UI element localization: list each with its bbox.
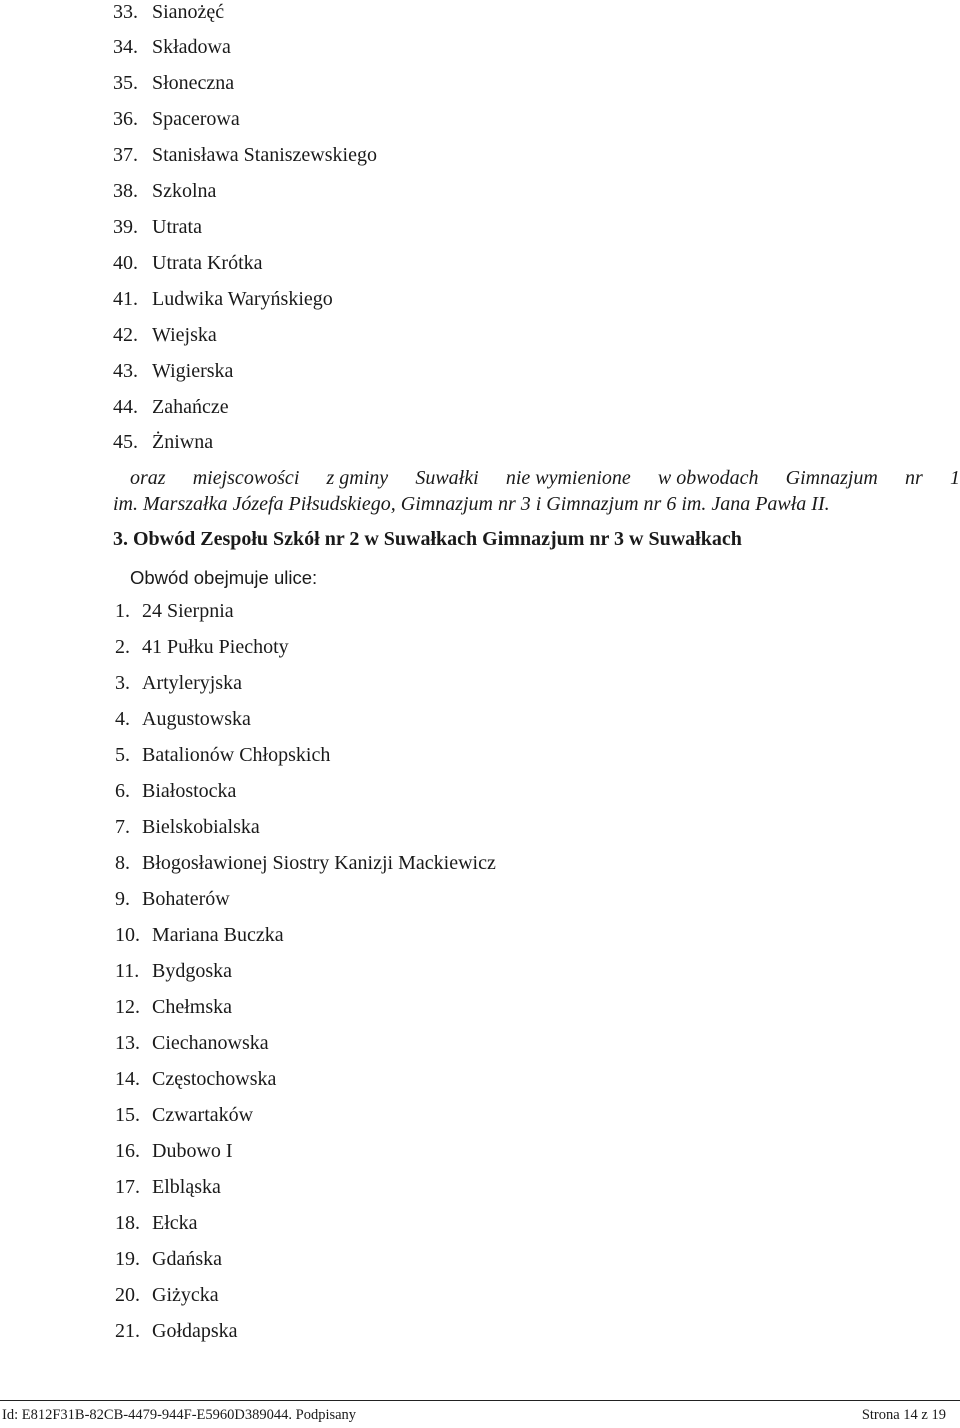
street-name: Stanisława Staniszewskiego [152,144,377,166]
street-name: Wigierska [152,360,234,382]
list-item [115,671,242,695]
item-number: 36. [113,108,138,130]
list-item [113,395,229,419]
item-number: 41. [113,288,138,310]
street-name: Mariana Buczka [152,924,284,946]
list-item [113,323,217,347]
item-number: 14. [115,1068,140,1090]
list-item [115,1247,222,1271]
street-name: Częstochowska [152,1068,277,1090]
item-number: 2. [115,636,130,658]
street-name: Spacerowa [152,108,240,130]
item-number: 3. [115,672,130,694]
note-paragraph-line-1 [130,466,960,490]
section-heading: 3. Obwód Zespołu Szkół nr 2 w Suwałkach Gimnazjum nr 3 w Suwałkach [113,528,742,550]
note-word: nr [905,467,923,489]
note-word: nie wymienione [505,467,631,489]
item-number: 15. [115,1104,140,1126]
note-word: z gminy [326,467,389,489]
list-item [115,1031,269,1055]
list-item [113,179,216,203]
item-number: 43. [113,360,138,382]
list-item [115,959,232,983]
footer-divider [0,1400,960,1401]
list-item [115,707,251,731]
street-name: Słoneczna [152,72,235,94]
street-name: Gołdapska [152,1320,238,1342]
note-word: Gimnazjum [785,467,878,489]
list-item [115,599,234,623]
list-item [115,1319,238,1343]
note-word: Suwałki [415,467,479,489]
note-paragraph-line-2: im. Marszałka Józefa Piłsudskiego, Gimnazjum nr 3 i Gimnazjum nr 6 im. Jana Pawła II. [113,493,830,515]
list-item [115,1283,219,1307]
list-item [113,71,234,95]
note-word: w obwodach [657,467,759,489]
street-name: Białostocka [142,780,237,802]
street-name: Składowa [152,36,231,58]
list-item [113,35,231,59]
item-number: 18. [115,1212,140,1234]
list-item [115,779,236,803]
note-word: 1 [949,467,960,489]
section-intro: Obwód obejmuje ulice: [130,567,318,588]
street-name: Ludwika Waryńskiego [152,288,333,310]
street-name: Bohaterów [142,888,230,910]
list-item [115,923,284,947]
street-name: Elbląska [152,1176,221,1198]
document-id: Id: E812F31B-82CB-4479-944F-E5960D389044. Podpisany [2,1407,357,1423]
list-item [115,887,230,911]
street-name: Artyleryjska [142,672,242,694]
list-item [115,1175,221,1199]
item-number: 8. [115,852,130,874]
item-number: 35. [113,72,138,94]
street-name: 24 Sierpnia [142,600,234,622]
list-item [113,359,233,383]
item-number: 33. [113,1,138,23]
item-number: 20. [115,1284,140,1306]
item-number: 4. [115,708,130,730]
item-number: 17. [115,1176,140,1198]
street-name: Wiejska [152,324,217,346]
item-number: 34. [113,36,138,58]
item-number: 40. [113,252,138,274]
item-number: 12. [115,996,140,1018]
street-name: Gdańska [152,1248,222,1270]
item-number: 5. [115,744,130,766]
list-item [115,995,232,1019]
item-number: 21. [115,1320,140,1342]
list-item [115,1211,198,1235]
street-name: Ciechanowska [152,1032,269,1054]
item-number: 11. [115,960,140,982]
item-number: 42. [113,324,138,346]
list-item [115,1067,276,1091]
street-name: Bielskobialska [142,816,260,838]
street-name: Bydgoska [152,960,232,982]
item-number: 10. [115,924,140,946]
street-name: Dubowo I [152,1140,233,1162]
street-name: Utrata [152,216,202,238]
item-number: 37. [113,144,138,166]
street-name: Żniwna [152,431,214,453]
item-number: 9. [115,888,130,910]
list-item [113,143,377,167]
list-item [115,815,260,839]
note-word: miejscowości [192,467,300,489]
street-name: 41 Pułku Piechoty [142,636,289,658]
list-item [113,215,202,239]
list-item [113,107,240,131]
item-number: 19. [115,1248,140,1270]
list-item [115,1103,253,1127]
street-name: Ełcka [152,1212,198,1234]
street-name: Czwartaków [152,1104,254,1126]
street-name: Batalionów Chłopskich [142,744,331,766]
item-number: 7. [115,816,130,838]
item-number: 6. [115,780,130,802]
street-name: Zahańcze [152,396,229,418]
item-number: 1. [115,600,130,622]
list-item [113,251,263,275]
list-item [115,743,330,767]
item-number: 38. [113,180,138,202]
list-item [115,1139,233,1163]
street-name: Chełmska [152,996,232,1018]
item-number: 44. [113,396,138,418]
list-item [115,851,496,875]
page-number: Strona 14 z 19 [861,1407,946,1423]
street-name: Augustowska [142,708,251,730]
street-name: Utrata Krótka [152,252,263,274]
item-number: 39. [113,216,138,238]
list-item [115,635,289,659]
item-number: 16. [115,1140,140,1162]
note-word: oraz [130,467,166,489]
item-number: 13. [115,1032,140,1054]
street-name: Szkolna [152,180,217,202]
list-item [113,287,333,311]
list-item [113,0,224,24]
street-name: Giżycka [152,1284,219,1306]
list-item [113,430,213,454]
item-number: 45. [113,431,138,453]
street-name: Błogosławionej Siostry Kanizji Mackiewicz [142,852,496,874]
street-name: Sianożęć [152,1,225,23]
